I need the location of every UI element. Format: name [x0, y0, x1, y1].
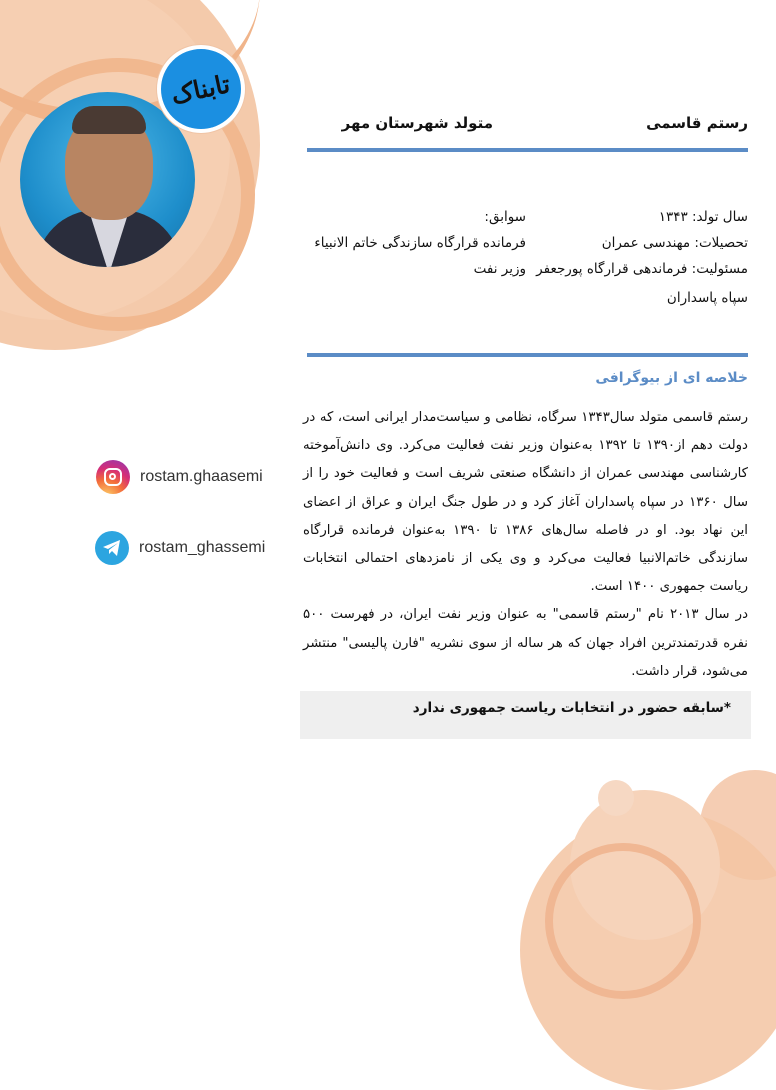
tabnak-logo: [157, 45, 245, 133]
bio-paragraph: رستم قاسمی متولد سال۱۳۴۳ سرگاه، نظامی و سیاست‌مدار ایرانی است، که در دولت دهم از۱۳۹۰ تا ۱۳۹۲ به‌عنوان وزیر نفت فعالیت می‌کرد. وی دانش‌آموخته کارشناسی مهندسی عمران از دانشگاه صنعتی شریف است و فعالیت خود را از سال ۱۳۶۰ در سپاه پاسداران آغاز کرد و در طول جنگ ایران و عراق از اعضای این نهاد بود. او در فاصله سال‌های ۱۳۸۶ تا ۱۳۹۰ به‌عنوان فرمانده قرارگاه سازندگی خاتم‌الانبیا فعالیت می‌کرد و وی یکی از نامزدهای احتمالی انتخابات ریاست جمهوری ۱۴۰۰ است.: [303, 410, 748, 595]
bio-text: [303, 404, 748, 686]
divider: [307, 353, 748, 357]
divider: [307, 148, 748, 152]
telegram-icon: [95, 531, 129, 565]
birth-year: سال تولد: ۱۳۴۳: [658, 209, 748, 225]
record-item: فرمانده قرارگاه سازندگی خاتم الانبیاء: [314, 235, 526, 251]
birthplace: متولد شهرستان مهر: [341, 114, 493, 132]
election-note: [300, 691, 751, 739]
education: تحصیلات: مهندسی عمران: [601, 235, 748, 251]
bio-title: خلاصه ای از بیوگرافی: [595, 370, 748, 386]
logo-text: تابناک: [169, 68, 233, 110]
records-title: سوابق:: [484, 209, 526, 225]
record-item: وزیر نفت: [473, 261, 526, 277]
decor-ring: [545, 843, 701, 999]
telegram-link[interactable]: [95, 531, 265, 565]
instagram-handle: rostam.ghaasemi: [140, 468, 263, 485]
responsibility: مسئولیت: فرماندهی قرارگاه پورجعفر: [536, 261, 748, 277]
responsibility-continued: سپاه پاسداران: [666, 290, 748, 306]
instagram-link[interactable]: [96, 460, 263, 494]
decor-circle: [598, 780, 634, 816]
note-text: *سابقه حضور در انتخابات ریاست جمهوری ندارد: [412, 700, 731, 716]
candidate-name: رستم قاسمی: [646, 114, 748, 132]
bio-paragraph: در سال ۲۰۱۳ نام "رستم قاسمی" به عنوان وزیر نفت ایران، در فهرست ۵۰۰ نفره قدرتمندترین افراد جهان که هر ساله از سوی نشریه "فارن پالیسی" منتشر می‌شود، قرار داشت.: [303, 607, 748, 679]
instagram-icon: [96, 460, 130, 494]
telegram-handle: rostam_ghassemi: [139, 539, 266, 556]
